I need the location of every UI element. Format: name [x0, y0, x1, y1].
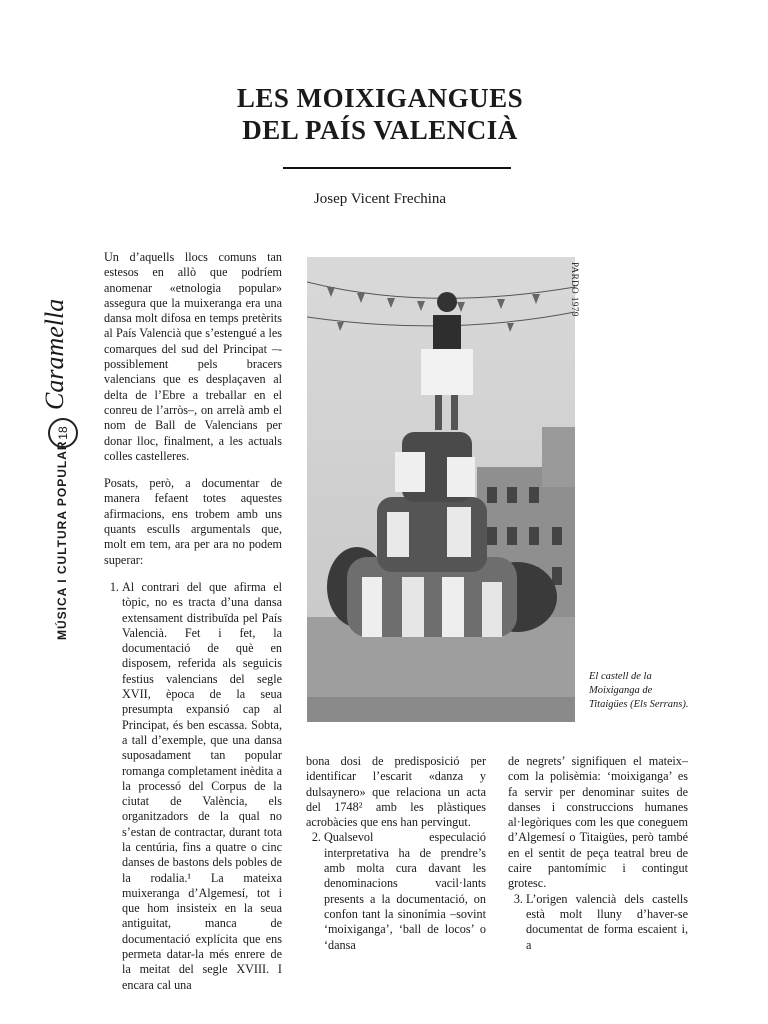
text-column-3 — [508, 754, 688, 953]
photo-credit: PARDO 1979 — [570, 262, 580, 317]
numbered-list — [508, 892, 688, 953]
numbered-list — [306, 830, 486, 952]
title-line-2: DEL PAÍS VALENCIÀ — [242, 115, 518, 145]
photo — [307, 257, 575, 722]
human-tower-photo — [307, 257, 575, 722]
text-column-1 — [104, 250, 282, 993]
text-column-2 — [306, 754, 486, 953]
section-label: MÚSICA I CULTURA POPULAR — [55, 440, 69, 640]
title-divider — [283, 167, 511, 169]
paragraph-continued: de negrets’ signifiquen el mateix– com la polisèmia: ‘moixiganga’ es fa servir per denominar suites de danses i construccions humanes al·legòriques com les que coneguem d’Algemesí o Titaigües, però també en el sentit de peça teatral breu de caire pantomímic i contingut grotesc. — [508, 754, 688, 891]
list-item: 1. Al contrari del que afirma el tòpic, no es tracta d’una dansa extensament distribuïda pel País Valencià. Fet i fet, la documentació de què en disposem, referida als seguicis festius valencians del segle XVII, època de la seua presumpta expansió cap al Principat, és ben escassa. Sobta, a tall d’exemple, que una dansa suposadament tan popular romanga completament inèdita a la processó del Corpus de la ciutat de València, els organitzadors de la qual no s’estan de contractar, durant tota la centúria, fins a quatre o cinc danses de bastons dels pobles de la rodalia.¹ La mateixa muixeranga d’Algemesí, tot i que hom insisteix en la seua antiguitat, manca de documentació explícita que ens permeta datar-la més enrere de la meitat del segle XVIII. I encara cal una — [122, 580, 282, 993]
page-number: 18 — [48, 418, 78, 448]
magazine-name: Caramella — [40, 298, 69, 410]
paragraph: Posats, però, a documentar de manera fefaent totes aquestes afirmacions, ens trobem amb uns quants esculls argumentals que, molt em tem, ara per ara no podem superar: — [104, 476, 282, 567]
paragraph-continued: bona dosi de predisposició per identificar l’escarit «danza y dulsaynero» que relaciona un acta del 1748² amb les plàstiques acrobàcies que ens han pervingut. — [306, 754, 486, 830]
title-line-1: LES MOIXIGANGUES — [236, 83, 524, 113]
article-title — [180, 82, 580, 146]
paragraph: Un d’aquells llocs comuns tan estesos en allò que podríem anomenar «etnologia popular» assegura que la muixeranga era una dansa molt difosa en temps pretèrits al País Valencià que s’estengué a les comarques del sud del Principat –-possiblement pels bracers valencians que es desplaçaven al delta de l’Ebre a treballar en el conreu de l’arròs–, on arrelà amb el nom de Ball de Valencians per donar lloc, finalment, a les actuals colles castelleres. — [104, 250, 282, 463]
author-name: Josep Vicent Frechina — [313, 191, 447, 207]
list-item: 2. Qualsevol especulació interpretativa ha de prendre’s amb molta cura davant les denominacions vacil·lants presents a la documentació, on confon tant la sinonímia –sovint ‘moixiganga’, ‘ball de locos’ o ‘dansa — [324, 830, 486, 952]
list-item: 3. L’origen valencià dels castells està molt lluny d’haver-se documentat de forma escaient i, a — [526, 892, 688, 953]
numbered-list — [104, 580, 282, 993]
photo-caption: El castell de la Moixiganga de Titaigües (Els Serrans). — [589, 671, 689, 710]
spine-header — [40, 40, 76, 640]
